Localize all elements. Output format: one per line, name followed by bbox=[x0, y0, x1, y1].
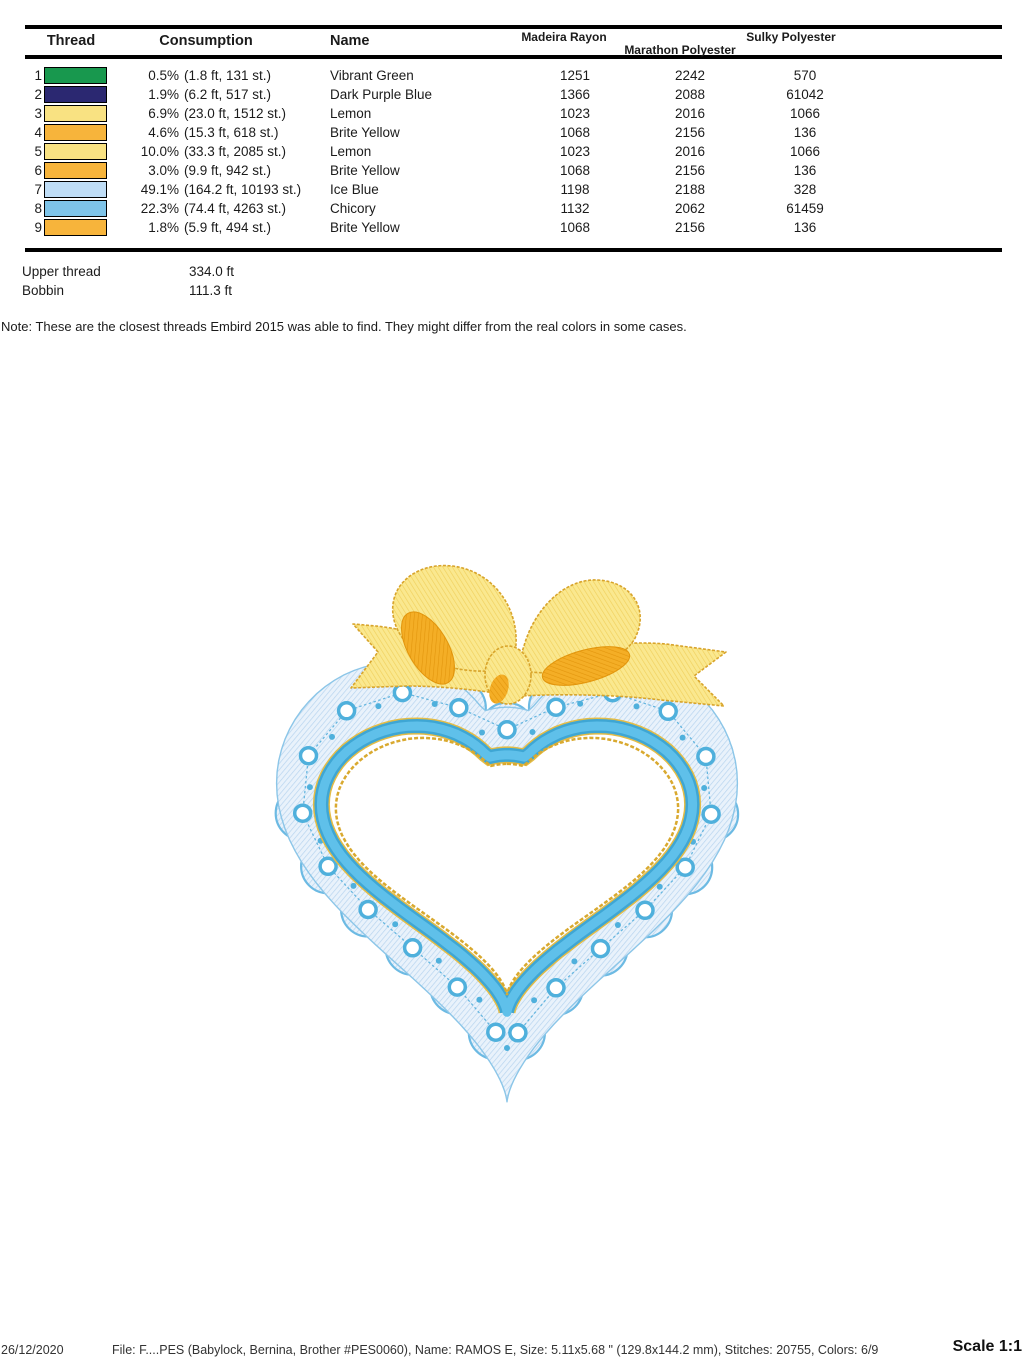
consumption-percent: 4.6% bbox=[148, 125, 179, 140]
marathon-code: 2156 bbox=[674, 220, 706, 235]
table-header-rule bbox=[25, 55, 1002, 59]
marathon-code: 2156 bbox=[674, 125, 706, 140]
table-row bbox=[0, 218, 1024, 237]
madeira-code: 1198 bbox=[560, 182, 590, 197]
thread-color-swatch bbox=[44, 219, 107, 236]
table-row bbox=[0, 199, 1024, 218]
bobbin-label: Bobbin bbox=[22, 283, 65, 298]
thread-number: 6 bbox=[34, 163, 42, 178]
thread-name: Ice Blue bbox=[330, 182, 379, 197]
thread-color-swatch bbox=[44, 200, 107, 217]
table-row bbox=[0, 104, 1024, 123]
table-top-rule bbox=[25, 25, 1002, 29]
sulky-code: 61042 bbox=[786, 87, 824, 102]
marathon-code: 2242 bbox=[674, 68, 706, 83]
thread-name: Brite Yellow bbox=[330, 220, 400, 235]
sulky-code: 136 bbox=[793, 163, 817, 178]
consumption-detail: (5.9 ft, 494 st.) bbox=[184, 220, 272, 235]
bobbin-value: 111.3 ft bbox=[189, 283, 233, 298]
consumption-percent: 1.8% bbox=[148, 220, 179, 235]
thread-name: Lemon bbox=[330, 106, 372, 121]
thread-number: 2 bbox=[34, 87, 42, 102]
column-header-sulky: Sulky Polyester bbox=[746, 30, 836, 44]
print-date: 26/12/2020 bbox=[1, 1343, 64, 1357]
marathon-code: 2016 bbox=[674, 144, 706, 159]
madeira-code: 1023 bbox=[559, 106, 591, 121]
column-header-madeira: Madeira Rayon bbox=[521, 30, 607, 44]
consumption-percent: 6.9% bbox=[148, 106, 179, 121]
consumption-detail: (23.0 ft, 1512 st.) bbox=[184, 106, 287, 121]
column-header-name: Name bbox=[330, 33, 370, 49]
consumption-detail: (15.3 ft, 618 st.) bbox=[184, 125, 279, 140]
thread-color-swatch bbox=[44, 86, 107, 103]
madeira-code: 1068 bbox=[559, 125, 591, 140]
consumption-percent: 22.3% bbox=[140, 201, 179, 216]
madeira-code: 1068 bbox=[559, 220, 591, 235]
consumption-detail: (6.2 ft, 517 st.) bbox=[184, 87, 272, 102]
thread-color-swatch bbox=[44, 181, 107, 198]
consumption-percent: 3.0% bbox=[148, 163, 179, 178]
thread-name: Lemon bbox=[330, 144, 372, 159]
table-row bbox=[0, 161, 1024, 180]
thread-color-swatch bbox=[44, 124, 107, 141]
thread-number: 1 bbox=[34, 68, 42, 83]
sulky-code: 570 bbox=[793, 68, 817, 83]
thread-number: 5 bbox=[34, 144, 42, 159]
thread-color-swatch bbox=[44, 162, 107, 179]
column-header-consumption: Consumption bbox=[159, 33, 253, 49]
thread-name: Dark Purple Blue bbox=[330, 87, 433, 102]
madeira-code: 1251 bbox=[559, 68, 591, 83]
thread-number: 4 bbox=[34, 125, 42, 140]
table-bottom-rule bbox=[25, 248, 1002, 252]
consumption-percent: 0.5% bbox=[148, 68, 179, 83]
madeira-code: 1132 bbox=[560, 201, 590, 216]
consumption-percent: 1.9% bbox=[148, 87, 179, 102]
marathon-code: 2156 bbox=[674, 163, 706, 178]
thread-color-swatch bbox=[44, 143, 107, 160]
file-info: File: F....PES (Babylock, Bernina, Brother #PES0060), Name: RAMOS E, Size: 5.11x5.68 " (129.8x144.2 mm), Stitches: 20755, Colors: 6/9 bbox=[112, 1343, 879, 1357]
thread-name: Brite Yellow bbox=[330, 163, 400, 178]
sulky-code: 61459 bbox=[786, 201, 824, 216]
sulky-code: 328 bbox=[793, 182, 817, 197]
table-row bbox=[0, 142, 1024, 161]
threads-note: Note: These are the closest threads Embird 2015 was able to find. They might differ from the real colors in some cases. bbox=[1, 319, 687, 334]
consumption-detail: (74.4 ft, 4263 st.) bbox=[184, 201, 287, 216]
thread-name: Brite Yellow bbox=[330, 125, 400, 140]
table-row bbox=[0, 123, 1024, 142]
consumption-percent: 49.1% bbox=[140, 182, 179, 197]
embroidery-design-preview bbox=[256, 548, 768, 1128]
sulky-code: 1066 bbox=[789, 106, 821, 121]
thread-number: 3 bbox=[34, 106, 42, 121]
marathon-code: 2088 bbox=[674, 87, 706, 102]
marathon-code: 2188 bbox=[674, 182, 706, 197]
thread-name: Vibrant Green bbox=[330, 68, 414, 83]
marathon-code: 2016 bbox=[674, 106, 706, 121]
marathon-code: 2062 bbox=[674, 201, 706, 216]
table-row bbox=[0, 85, 1024, 104]
yellow-bow bbox=[351, 566, 726, 706]
table-row bbox=[0, 180, 1024, 199]
consumption-detail: (164.2 ft, 10193 st.) bbox=[184, 182, 302, 197]
madeira-code: 1023 bbox=[559, 144, 591, 159]
thread-name: Chicory bbox=[330, 201, 376, 216]
heart-applique-outline bbox=[321, 726, 692, 1012]
consumption-detail: (1.8 ft, 131 st.) bbox=[184, 68, 272, 83]
consumption-percent: 10.0% bbox=[140, 144, 179, 159]
thread-color-swatch bbox=[44, 67, 107, 84]
sulky-code: 1066 bbox=[789, 144, 821, 159]
thread-color-swatch bbox=[44, 105, 107, 122]
sulky-code: 136 bbox=[793, 125, 817, 140]
thread-number: 8 bbox=[34, 201, 42, 216]
scale-label: Scale 1:1 bbox=[952, 1338, 1022, 1355]
upper-thread-value: 334.0 ft bbox=[189, 264, 235, 279]
consumption-detail: (33.3 ft, 2085 st.) bbox=[184, 144, 287, 159]
thread-number: 7 bbox=[34, 182, 42, 197]
madeira-code: 1068 bbox=[559, 163, 591, 178]
upper-thread-label: Upper thread bbox=[22, 264, 101, 279]
column-header-marathon: Marathon Polyester bbox=[624, 43, 736, 57]
sulky-code: 136 bbox=[793, 220, 817, 235]
column-header-thread: Thread bbox=[46, 33, 96, 49]
table-row bbox=[0, 66, 1024, 85]
madeira-code: 1366 bbox=[559, 87, 591, 102]
consumption-detail: (9.9 ft, 942 st.) bbox=[184, 163, 272, 178]
thread-number: 9 bbox=[34, 220, 42, 235]
